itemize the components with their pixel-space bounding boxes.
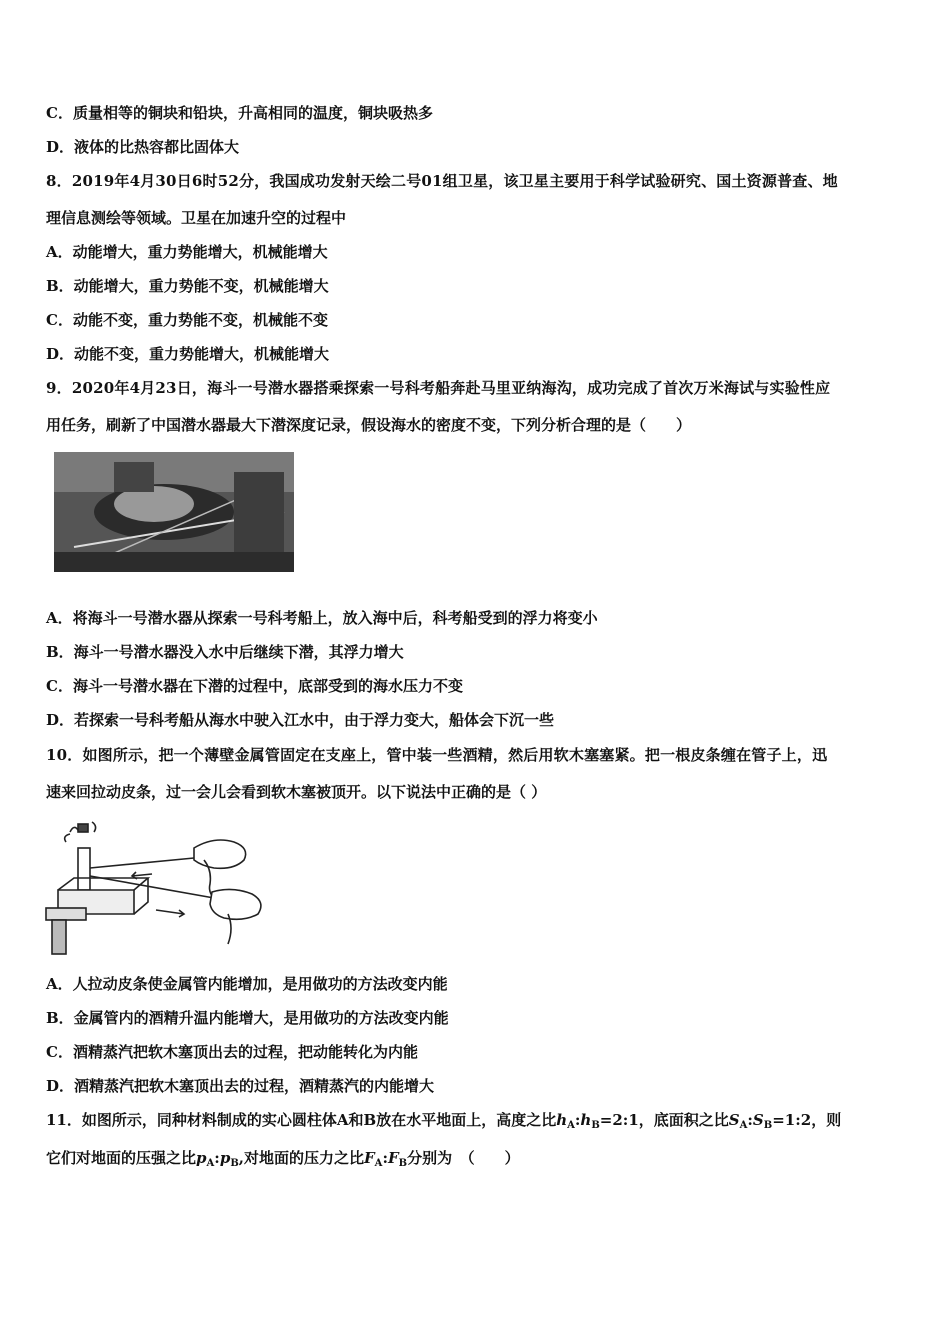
q11-sub: B — [763, 1120, 773, 1131]
q11-f-var: F — [387, 1149, 399, 1167]
q11-area-ratio: =1:2，则 — [772, 1111, 842, 1129]
q11-f-var: F — [364, 1149, 375, 1167]
q10-option-b: B．金属管内的酒精升温内能增大，是用做功的方法改变内能 — [46, 1009, 449, 1027]
q9-stem-line2: 用任务，刷新了中国潜水器最大下潜深度记录，假设海水的密度不变，下列分析合理的是（ ） — [46, 416, 692, 434]
q9-option-b: B．海斗一号潜水器没入水中后继续下潜，其浮力增大 — [46, 643, 404, 661]
q11-sub: B — [591, 1120, 600, 1131]
q11-pressure-text: 它们对地面的压强之比 — [46, 1149, 197, 1167]
q7-option-d: D．液体的比热容都比固体大 — [46, 138, 240, 156]
q11-sub: A — [206, 1158, 215, 1169]
q7-option-c: C．质量相等的铜块和铅块，升高相同的温度，铜块吸热多 — [46, 104, 433, 122]
q10-option-a: A．人拉动皮条使金属管内能增加，是用做功的方法改变内能 — [46, 975, 448, 993]
submersible-photo — [54, 452, 294, 572]
q11-force-text: ,对地面的压力之比 — [238, 1149, 365, 1167]
q10-option-d: D．酒精蒸汽把软木塞顶出去的过程，酒精蒸汽的内能增大 — [46, 1077, 435, 1095]
q11-sub: B — [230, 1158, 239, 1169]
q11-colon: : — [574, 1111, 581, 1129]
q11-tail: 分别为 （ ） — [407, 1149, 520, 1167]
q11-h-var: h — [580, 1111, 592, 1129]
q10-stem-line2: 速来回拉动皮条，过一会儿会看到软木塞被顶开。以下说法中正确的是（ ） — [46, 783, 547, 801]
metal-tube-figure — [44, 818, 274, 958]
q9-option-d: D．若探索一号科考船从海水中驶入江水中，由于浮力变大，船体会下沉一些 — [46, 711, 555, 729]
cork-shape — [78, 824, 88, 832]
q11-height-ratio: =2:1，底面积之比 — [599, 1111, 729, 1129]
q11-stem-line1 — [46, 1110, 841, 1136]
q11-sub: A — [739, 1120, 748, 1131]
q10-option-c: C．酒精蒸汽把软木塞顶出去的过程，把动能转化为内能 — [46, 1043, 418, 1061]
q8-stem-line1: 8．2019年4月30日6时52分，我国成功发射天绘二号01组卫星，该卫星主要用于科学试验研究、国土资源普查、地 — [46, 172, 838, 190]
q11-p-var: p — [196, 1149, 207, 1167]
q11-stem-line2 — [46, 1148, 520, 1174]
q8-option-b: B．动能增大，重力势能不变，机械能增大 — [46, 277, 329, 295]
q8-option-d: D．动能不变，重力势能增大，机械能增大 — [46, 345, 330, 363]
q8-stem-line2: 理信息测绘等领域。卫星在加速升空的过程中 — [46, 209, 347, 227]
submersible-photo-graphic — [54, 452, 294, 572]
q11-colon: : — [382, 1149, 388, 1167]
q11-sub: A — [374, 1158, 383, 1169]
q11-p-var: p — [219, 1149, 231, 1167]
q11-intro: 11．如图所示，同种材料制成的实心圆柱体A和B放在水平地面上，高度之比 — [46, 1111, 557, 1129]
q10-stem-line1: 10．如图所示，把一个薄壁金属管固定在支座上，管中装一些酒精，然后用软木塞塞紧。把一根皮条缠在管子上，迅 — [46, 746, 828, 764]
q11-sub: A — [567, 1120, 575, 1131]
q9-option-c: C．海斗一号潜水器在下潜的过程中，底部受到的海水压力不变 — [46, 677, 463, 695]
q9-option-a: A．将海斗一号潜水器从探索一号科考船上，放入海中后，科考船受到的浮力将变小 — [46, 609, 598, 627]
q11-sub: B — [398, 1158, 408, 1169]
q11-s-var: S — [752, 1111, 764, 1129]
q11-colon: : — [747, 1111, 753, 1129]
metal-tube-drawing — [44, 818, 274, 958]
q8-option-c: C．动能不变，重力势能不变，机械能不变 — [46, 311, 328, 329]
q11-h-var: h — [556, 1111, 568, 1129]
q11-s-var: S — [728, 1111, 740, 1129]
q9-stem-line1: 9．2020年4月23日，海斗一号潜水器搭乘探索一号科考船奔赴马里亚纳海沟，成功完成了首次万米海试与实验性应 — [46, 379, 831, 397]
q8-option-a: A．动能增大，重力势能增大，机械能增大 — [46, 243, 328, 261]
q11-colon: : — [214, 1149, 220, 1167]
